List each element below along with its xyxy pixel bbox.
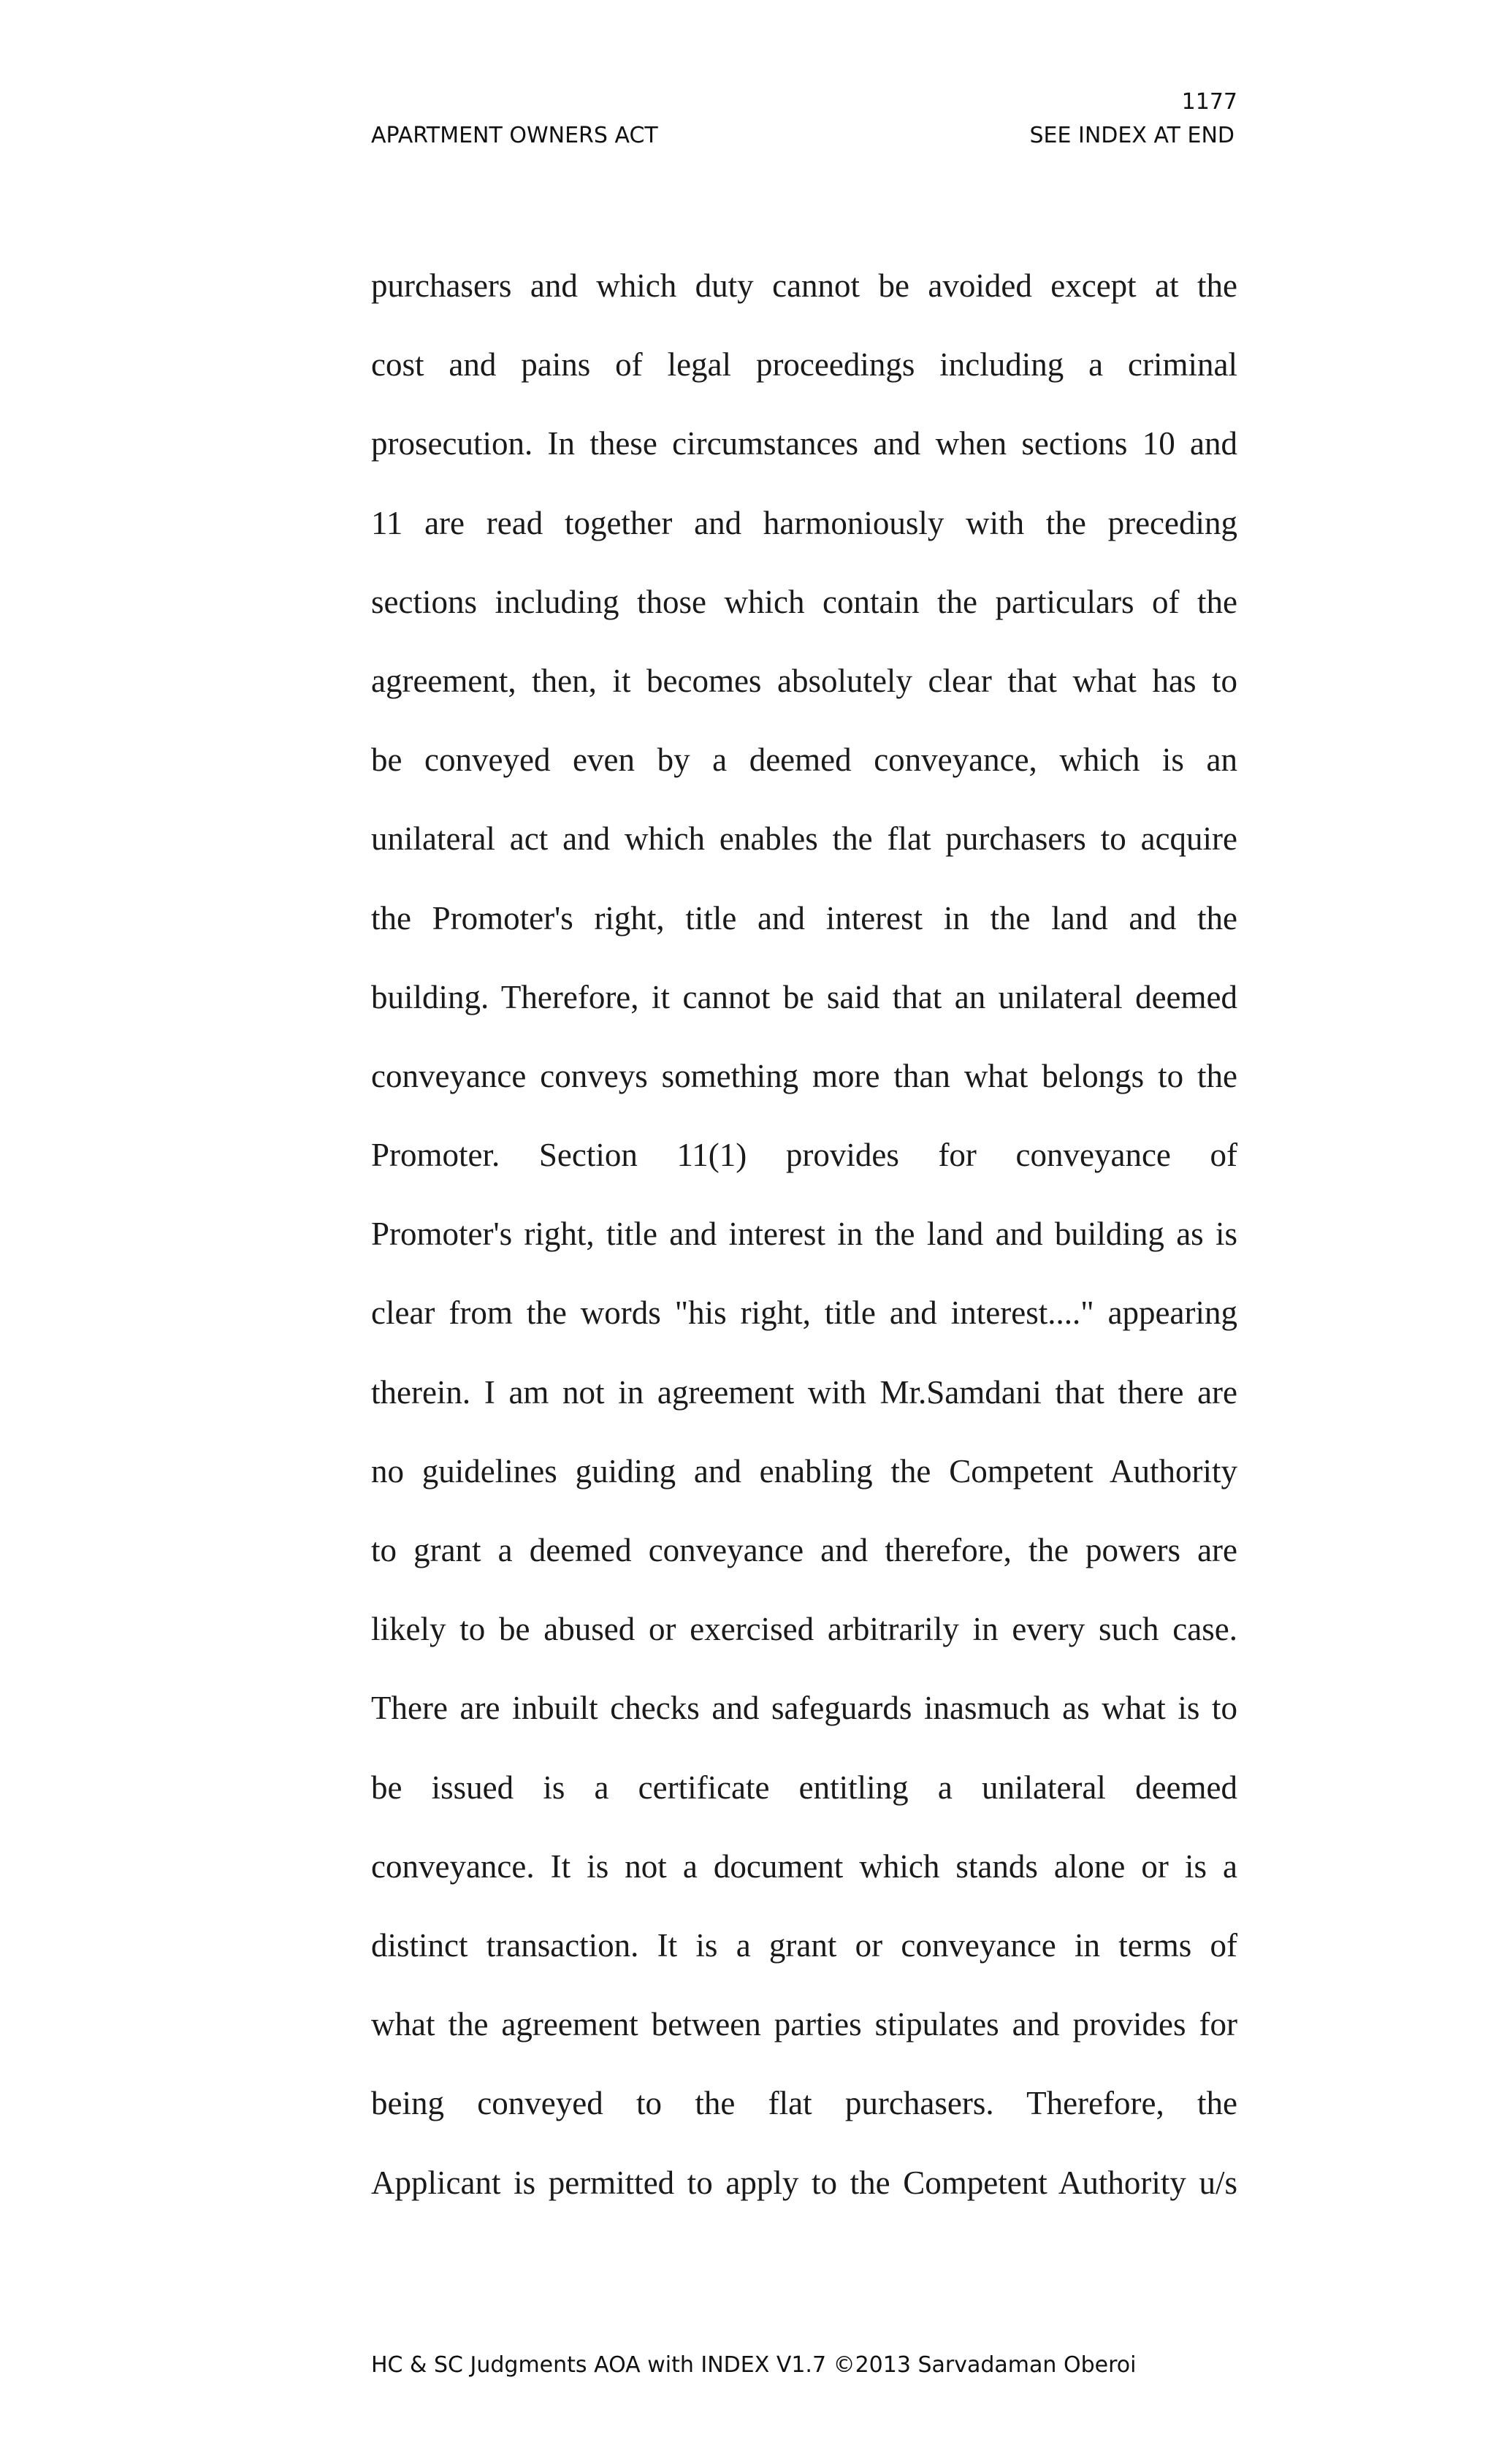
body-line: unilateral act and which enables the flat purchasers to acquire [371,820,1237,858]
body-line: sections including those which contain the particulars of the [371,583,1237,620]
body-line: be conveyed even by a deemed conveyance, which is an [371,741,1237,779]
body-line: therein. I am not in agreement with Mr.Samdani that there are [371,1373,1237,1411]
body-line: cost and pains of legal proceedings including a criminal [371,346,1237,384]
body-line: what the agreement between parties stipulates and provides for [371,2006,1237,2043]
body-line: agreement, then, it becomes absolutely clear that what has to [371,662,1237,699]
body-line: purchasers and which duty cannot be avoided except at the [371,267,1237,304]
body-line: building. Therefore, it cannot be said that an unilateral deemed [371,978,1237,1015]
footer-copyright: HC & SC Judgments AOA with INDEX V1.7 ©2013 Sarvadaman Oberoi [371,2352,1137,2378]
page-number: 1177 [1181,89,1237,115]
body-line: clear from the words "his right, title and interest...." appearing [371,1294,1237,1332]
running-header-index-note: SEE INDEX AT END [1029,123,1234,148]
body-line: conveyance. It is not a document which stands alone or is a [371,1847,1237,1885]
body-line: be issued is a certificate entitling a unilateral deemed [371,1769,1237,1806]
body-line: distinct transaction. It is a grant or conveyance in terms of [371,1926,1237,1964]
running-header-title: APARTMENT OWNERS ACT [371,123,658,148]
body-line: Promoter. Section 11(1) provides for conveyance of [371,1137,1237,1174]
body-line: conveyance conveys something more than what belongs to the [371,1057,1237,1094]
body-line: no guidelines guiding and enabling the Competent Authority [371,1452,1237,1490]
body-line: to grant a deemed conveyance and therefore, the powers are [371,1532,1237,1568]
body-line: being conveyed to the flat purchasers. Therefore, the [371,2085,1237,2122]
body-line: 11 are read together and harmoniously with the preceding [371,504,1237,541]
body-line: likely to be abused or exercised arbitrarily in every such case. [371,1611,1237,1648]
body-line: Promoter's right, title and interest in the land and building as is [371,1216,1237,1253]
body-line: the Promoter's right, title and interest in the land and the [371,899,1237,937]
judgment-body-text [371,259,1237,2235]
body-line: prosecution. In these circumstances and when sections 10 and [371,425,1237,462]
body-line: Applicant is permitted to apply to the Competent Authority u/s [371,2164,1237,2201]
body-line: There are inbuilt checks and safeguards inasmuch as what is to [371,1690,1237,1727]
